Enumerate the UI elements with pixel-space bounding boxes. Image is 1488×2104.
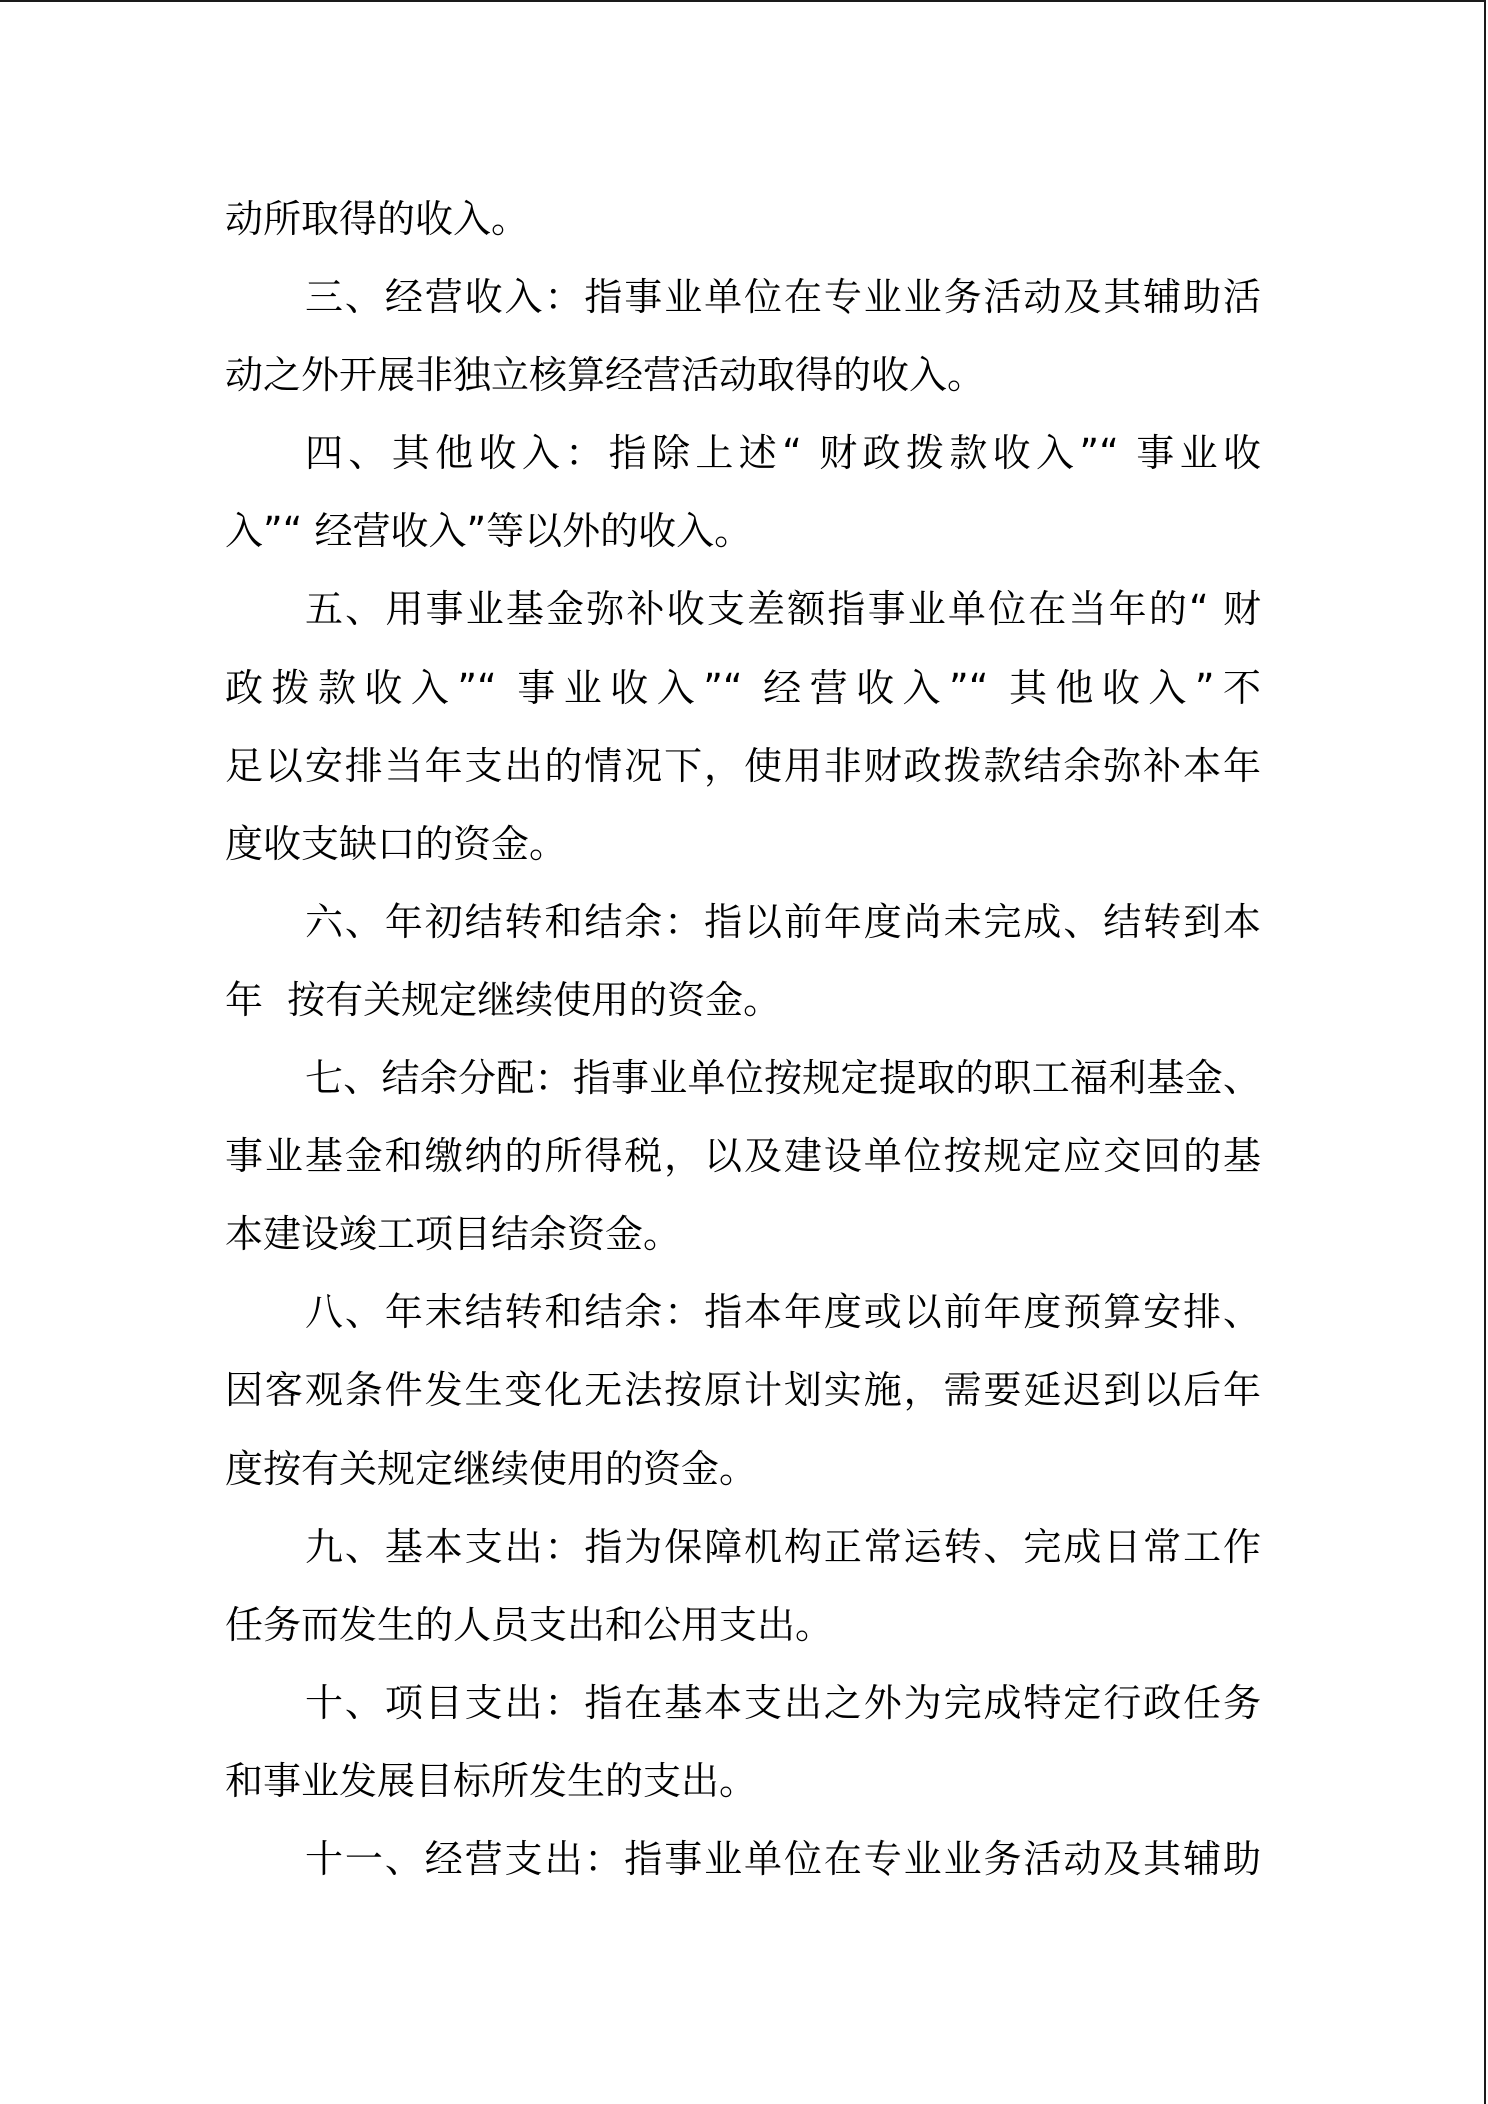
text-line: 任务而发生的人员支出和公用支出。 <box>225 1602 834 1647</box>
text-line: 本建设竣工项目结余资金。 <box>225 1212 682 1257</box>
paragraph-opening-balance <box>225 883 1261 1039</box>
text-line: 五、用事业基金弥补收支差额指事业单位在当年的“ 财 <box>305 587 1261 632</box>
text-line: 度收支缺口的资金。 <box>225 821 568 866</box>
text-line: 十、项目支出：指在基本支出之外为完成特定行政任务 <box>305 1680 1261 1725</box>
paragraph-surplus-distribution <box>225 1039 1261 1273</box>
paragraph-project-expenditure <box>225 1664 1261 1820</box>
paragraph-fund-supplement <box>225 570 1261 882</box>
text-line: 因客观条件发生变化无法按原计划实施，需要延迟到以后年 <box>225 1368 1261 1413</box>
paragraph-operating-expenditure <box>225 1820 1261 1898</box>
paragraph-basic-expenditure <box>225 1508 1261 1664</box>
text-line: 事业基金和缴纳的所得税，以及建设单位按规定应交回的基 <box>225 1134 1261 1179</box>
document-body <box>225 180 1261 1898</box>
text-line: 度按有关规定继续使用的资金。 <box>225 1446 758 1491</box>
paragraph-operating-income <box>225 258 1261 414</box>
paragraph-closing-balance <box>225 1273 1261 1507</box>
paragraph-continued <box>225 180 1261 258</box>
text-line: 动所取得的收入。 <box>225 197 530 241</box>
text-line: 足以安排当年支出的情况下，使用非财政拨款结余弥补本年 <box>225 743 1261 788</box>
text-line: 三、经营收入：指事业单位在专业业务活动及其辅助活 <box>305 275 1261 320</box>
text-line: 六、年初结转和结余：指以前年度尚未完成、结转到本 <box>305 899 1261 944</box>
text-line: 八、年末结转和结余：指本年度或以前年度预算安排、 <box>305 1290 1261 1335</box>
text-line: 四、其他收入：指除上述“ 财政拨款收入”“ 事业收 <box>305 431 1261 476</box>
text-line: 动之外开展非独立核算经营活动取得的收入。 <box>225 353 986 398</box>
text-line: 九、基本支出：指为保障机构正常运转、完成日常工作 <box>305 1524 1261 1569</box>
text-line: 政拨款收入”“ 事业收入”“ 经营收入”“ 其他收入”不 <box>225 665 1261 710</box>
text-line: 入”“ 经营收入”等以外的收入。 <box>225 509 753 554</box>
text-line: 年 按有关规定继续使用的资金。 <box>225 977 782 1022</box>
paragraph-other-income <box>225 414 1261 570</box>
text-line: 十一、经营支出：指事业单位在专业业务活动及其辅助 <box>305 1836 1261 1881</box>
text-line: 和事业发展目标所发生的支出。 <box>225 1758 758 1803</box>
text-line: 七、结余分配：指事业单位按规定提取的职工福利基金、 <box>305 1056 1261 1101</box>
